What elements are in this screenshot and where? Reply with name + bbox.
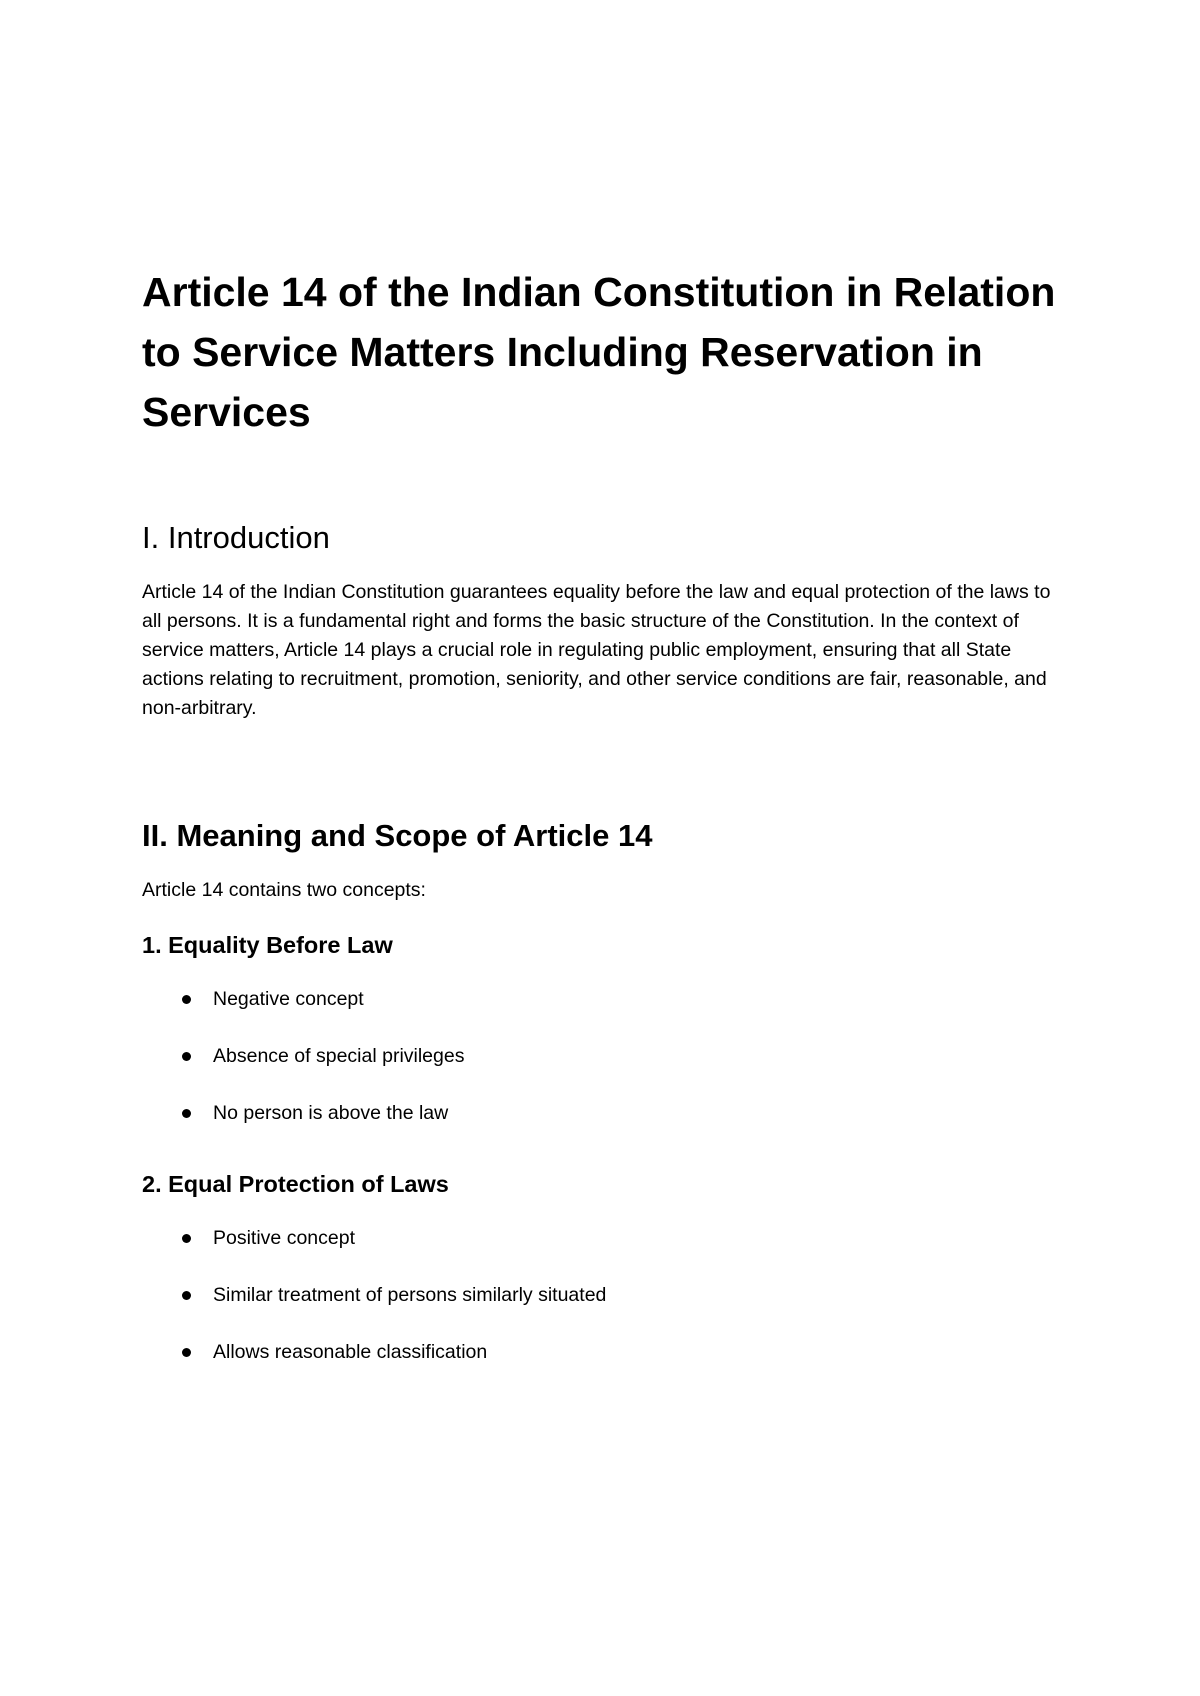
subsection-heading-equal-protection-of-laws: 2. Equal Protection of Laws xyxy=(142,1171,449,1197)
document-body xyxy=(142,262,1062,1367)
equality-before-law-list xyxy=(142,985,1062,1128)
subsection-heading-equality-before-law: 1. Equality Before Law xyxy=(142,932,393,958)
list-item xyxy=(142,985,1062,1014)
list-item xyxy=(142,1224,1062,1253)
list-item xyxy=(142,1099,1062,1128)
bullet-icon xyxy=(182,1052,191,1061)
bullet-icon xyxy=(182,995,191,1004)
section-heading-meaning-and-scope: II. Meaning and Scope of Article 14 xyxy=(142,818,653,853)
bullet-icon xyxy=(182,1109,191,1118)
bullet-icon xyxy=(182,1234,191,1243)
introduction-paragraph: Article 14 of the Indian Constitution guarantees equality before the law and equal protection of the laws to all persons. It is a fundamental right and forms the basic structure of the Constitution. In the context of service matters, Article 14 plays a crucial role in regulating public employment, ensuring that all State actions relating to recruitment, promotion, seniority, and other service conditions are fair, reasonable, and non-arbitrary. xyxy=(142,581,1051,719)
list-item-text: Absence of special privileges xyxy=(213,1045,465,1067)
list-item xyxy=(142,1281,1062,1310)
bullet-icon xyxy=(182,1291,191,1300)
section-heading-introduction: I. Introduction xyxy=(142,520,330,555)
meaning-paragraph: Article 14 contains two concepts: xyxy=(142,879,426,901)
list-item-text: No person is above the law xyxy=(213,1102,449,1124)
document-title: Article 14 of the Indian Constitution in Relation to Service Matters Including Reservation in Services xyxy=(142,269,1056,435)
list-item xyxy=(142,1338,1062,1367)
list-item-text: Positive concept xyxy=(213,1227,355,1249)
list-item-text: Negative concept xyxy=(213,988,364,1010)
equal-protection-of-laws-list xyxy=(142,1224,1062,1367)
bullet-icon xyxy=(182,1348,191,1357)
list-item xyxy=(142,1042,1062,1071)
list-item-text: Similar treatment of persons similarly situated xyxy=(213,1284,607,1306)
list-item-text: Allows reasonable classification xyxy=(213,1341,488,1363)
